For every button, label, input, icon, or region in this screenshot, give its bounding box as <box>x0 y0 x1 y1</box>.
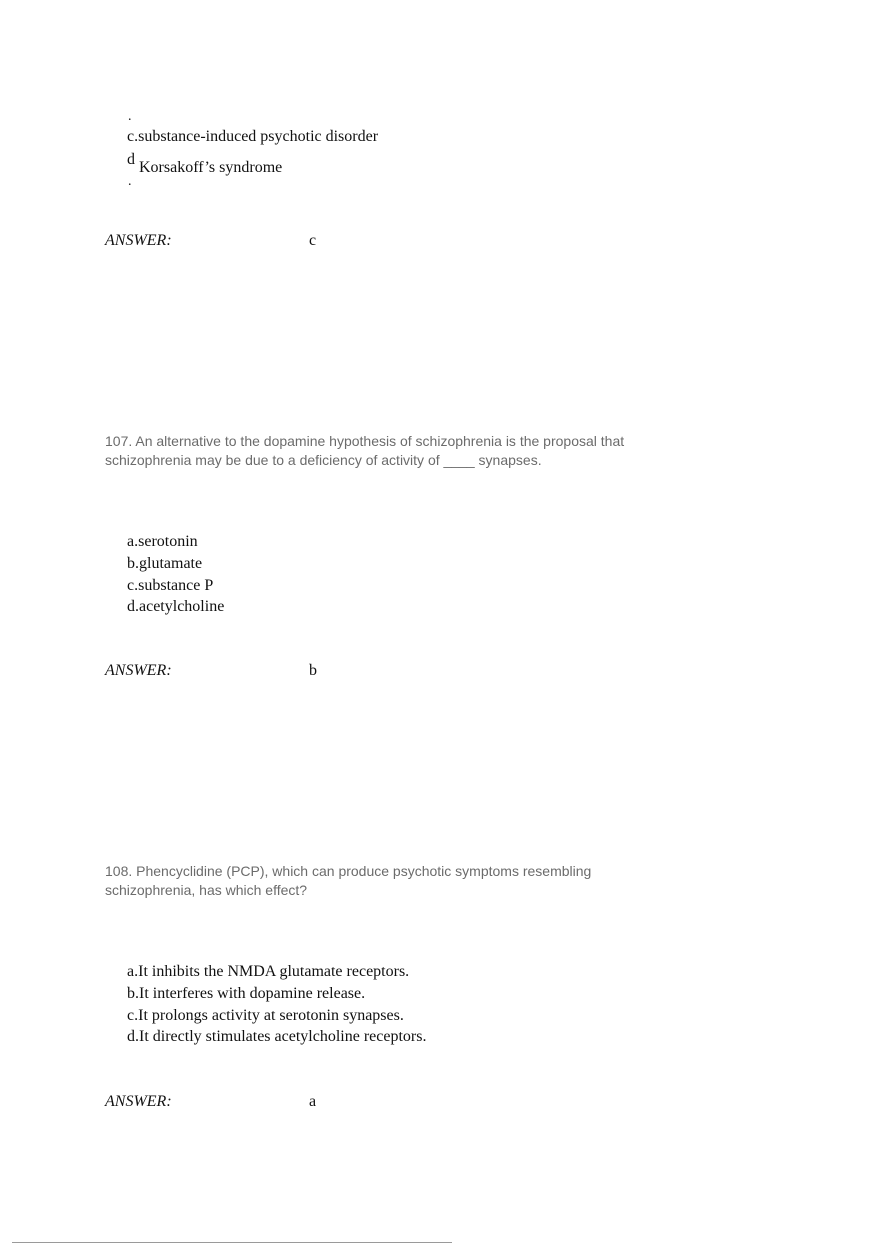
option-text: It interferes with dopamine release. <box>139 985 366 1002</box>
question-108 <box>105 862 725 900</box>
option-d <box>127 1027 426 1047</box>
option-text: It inhibits the NMDA glutamate receptors. <box>138 963 410 980</box>
option-c <box>127 576 213 596</box>
option-c <box>127 1006 404 1026</box>
option-text: substance P <box>138 577 214 594</box>
question-line: 108. Phencyclidine (PCP), which can produce psychotic symptoms resembling <box>105 863 592 879</box>
option-text: acetylcholine <box>139 598 225 615</box>
option-letter: a. <box>127 533 139 550</box>
question-line: schizophrenia, has which effect? <box>105 882 308 898</box>
option-letter: c. <box>127 577 139 594</box>
option-c <box>127 127 378 147</box>
option-b <box>127 984 365 1004</box>
option-letter: a. <box>127 963 139 980</box>
option-letter: c. <box>127 1007 139 1024</box>
option-letter: b. <box>127 555 139 572</box>
option-d <box>127 597 224 617</box>
option-text: glutamate <box>139 555 203 572</box>
option-a <box>127 532 198 552</box>
question-line: 107. An alternative to the dopamine hypothesis of schizophrenia is the proposal that <box>105 433 625 449</box>
answer-label: ANSWER: <box>105 1093 172 1110</box>
option-letter: d <box>127 151 135 168</box>
stray-period: . <box>128 109 132 124</box>
answer-value: b <box>309 662 317 679</box>
option-letter: d. <box>127 598 139 615</box>
question-107 <box>105 432 725 470</box>
question-line: schizophrenia may be due to a deficiency of activity of ____ synapses. <box>105 452 542 468</box>
option-text: Korsakoff’s syndrome <box>139 159 283 176</box>
option-d <box>127 151 283 178</box>
option-b <box>127 554 202 574</box>
option-text: serotonin <box>138 533 198 550</box>
option-text: It directly stimulates acetylcholine receptors. <box>139 1028 427 1045</box>
footer-divider <box>12 1242 452 1243</box>
option-letter: c. <box>127 128 139 145</box>
answer-value: a <box>309 1093 317 1110</box>
answer-label: ANSWER: <box>105 662 172 679</box>
stray-period: . <box>128 174 132 189</box>
option-letter: b. <box>127 985 139 1002</box>
option-letter: d. <box>127 1028 139 1045</box>
answer-value: c <box>309 232 317 249</box>
option-text: substance-induced psychotic disorder <box>138 128 379 145</box>
answer-label: ANSWER: <box>105 232 172 249</box>
option-text: It prolongs activity at serotonin synapses. <box>138 1007 404 1024</box>
option-a <box>127 962 409 982</box>
